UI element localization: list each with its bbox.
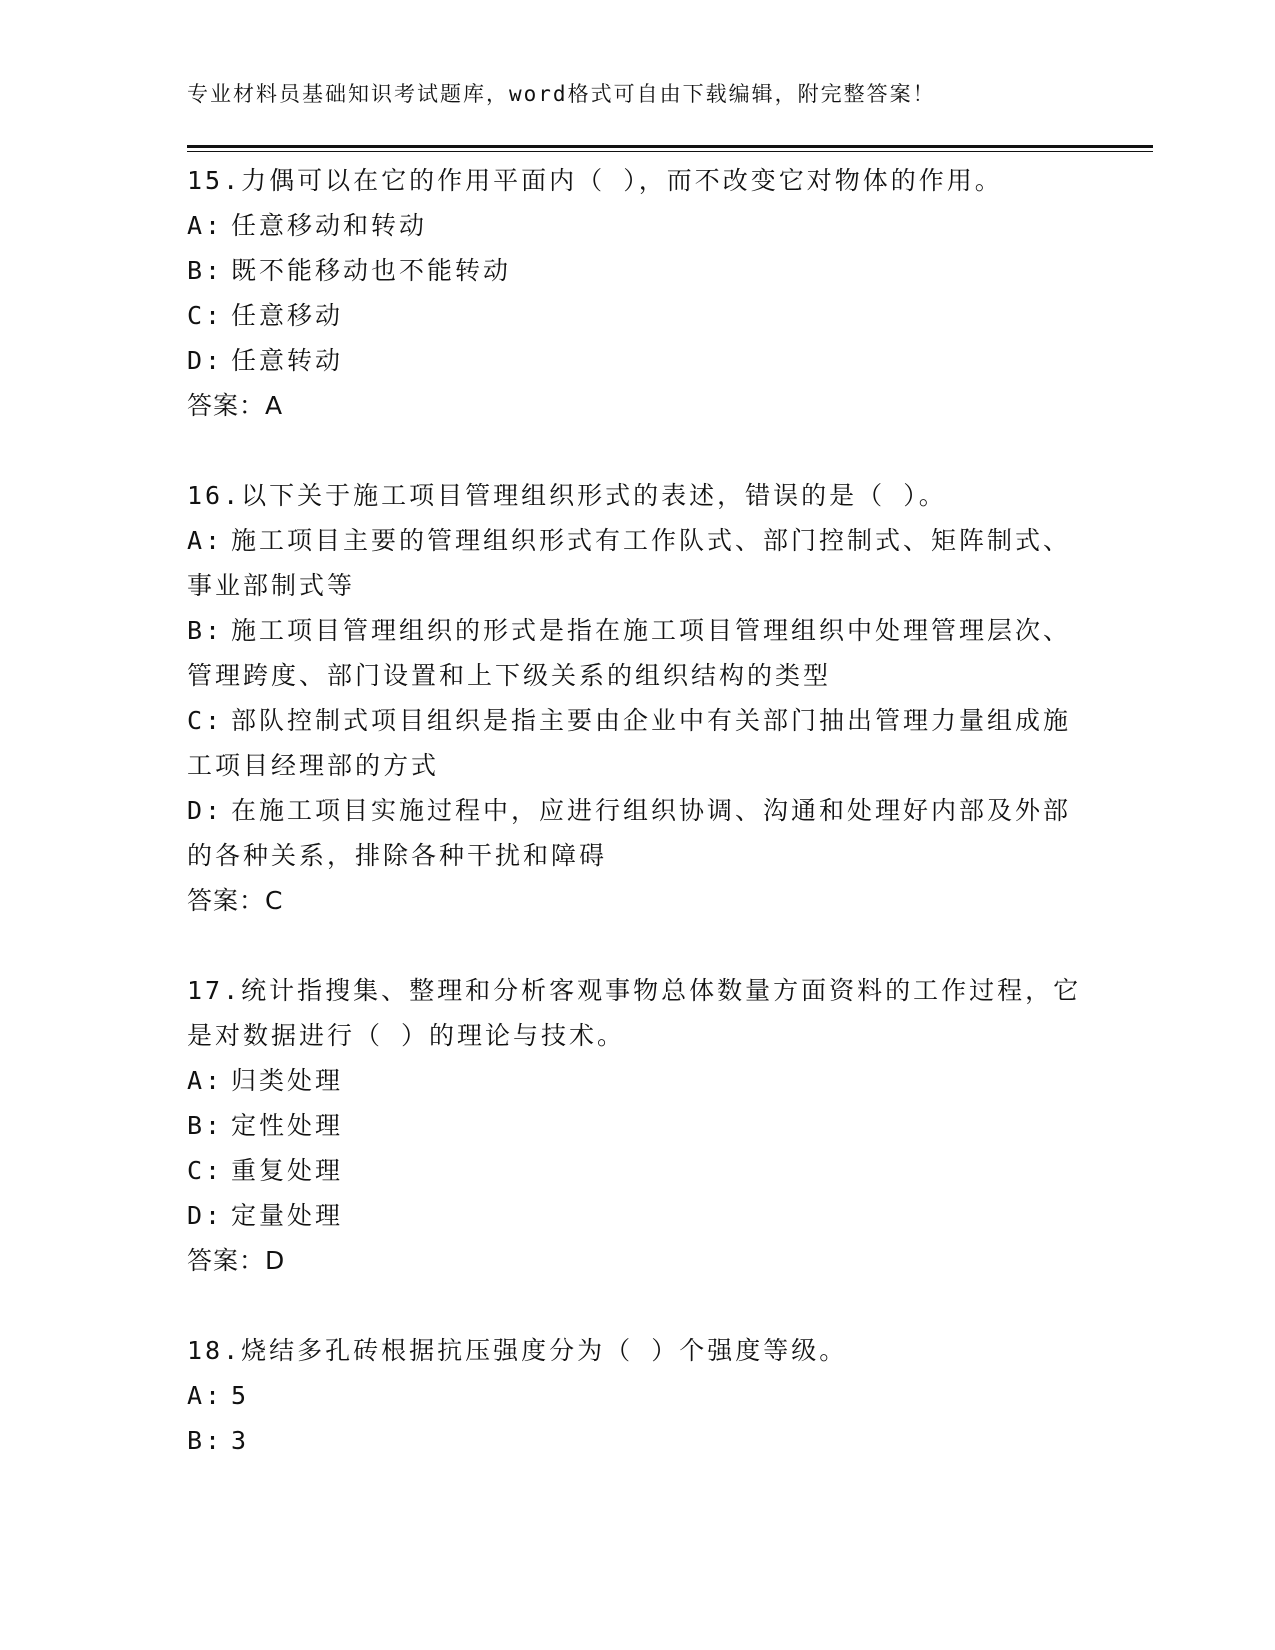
option-text: 3 [231, 1426, 250, 1455]
question-title: 16.以下关于施工项目管理组织形式的表述，错误的是（ ）。 [187, 481, 947, 510]
question-15 [187, 158, 1087, 428]
question-title: 17.统计指搜集、整理和分析客观事物总体数量方面资料的工作过程，它是对数据进行（ ）的理论与技术。 [187, 976, 1082, 1050]
option-text: 5 [231, 1381, 250, 1410]
option-d [187, 338, 1087, 383]
option-d [187, 788, 1087, 878]
question-16 [187, 473, 1087, 923]
answer-line: 答案：D [187, 1246, 286, 1275]
option-a [187, 203, 1087, 248]
option-text: 任意移动 [231, 301, 344, 330]
option-label: B: [187, 1111, 224, 1140]
answer-line: 答案：A [187, 391, 284, 420]
option-label: A: [187, 211, 224, 240]
header-rule-thin [187, 151, 1153, 152]
option-b [187, 608, 1087, 698]
option-a [187, 1373, 1087, 1418]
option-d [187, 1193, 1087, 1238]
option-text: 既不能移动也不能转动 [231, 256, 512, 285]
question-17 [187, 968, 1087, 1283]
option-text: 施工项目管理组织的形式是指在施工项目管理组织中处理管理层次、管理跨度、部门设置和上下级关系的组织结构的类型 [187, 616, 1072, 690]
option-label: C: [187, 301, 224, 330]
option-text: 在施工项目实施过程中，应进行组织协调、沟通和处理好内部及外部的各种关系，排除各种干扰和障碍 [187, 796, 1072, 870]
question-title: 15.力偶可以在它的作用平面内（ ），而不改变它对物体的作用。 [187, 166, 1003, 195]
option-text: 归类处理 [231, 1066, 344, 1095]
option-label: A: [187, 1381, 224, 1410]
option-label: B: [187, 256, 224, 285]
answer-line: 答案：C [187, 886, 284, 915]
option-text: 重复处理 [231, 1156, 344, 1185]
option-text: 任意转动 [231, 346, 344, 375]
question-18 [187, 1328, 1087, 1463]
option-b [187, 248, 1087, 293]
option-label: C: [187, 706, 224, 735]
option-label: D: [187, 1201, 224, 1230]
header-rule-thick [187, 145, 1153, 148]
page-header: 专业材料员基础知识考试题库，word格式可自由下载编辑，附完整答案！ [187, 82, 936, 106]
option-a [187, 518, 1087, 608]
option-label: D: [187, 346, 224, 375]
option-label: B: [187, 1426, 224, 1455]
option-text: 施工项目主要的管理组织形式有工作队式、部门控制式、矩阵制式、事业部制式等 [187, 526, 1072, 600]
option-label: B: [187, 616, 224, 645]
option-a [187, 1058, 1087, 1103]
option-c [187, 698, 1087, 788]
question-list [187, 158, 1087, 1508]
option-c [187, 1148, 1087, 1193]
option-b [187, 1103, 1087, 1148]
option-text: 任意移动和转动 [231, 211, 428, 240]
option-label: A: [187, 1066, 224, 1095]
option-text: 部队控制式项目组织是指主要由企业中有关部门抽出管理力量组成施工项目经理部的方式 [187, 706, 1072, 780]
question-title: 18.烧结多孔砖根据抗压强度分为（ ）个强度等级。 [187, 1336, 848, 1365]
option-label: A: [187, 526, 224, 555]
option-text: 定性处理 [231, 1111, 344, 1140]
option-c [187, 293, 1087, 338]
option-b [187, 1418, 1087, 1463]
option-label: C: [187, 1156, 224, 1185]
option-text: 定量处理 [231, 1201, 344, 1230]
option-label: D: [187, 796, 224, 825]
